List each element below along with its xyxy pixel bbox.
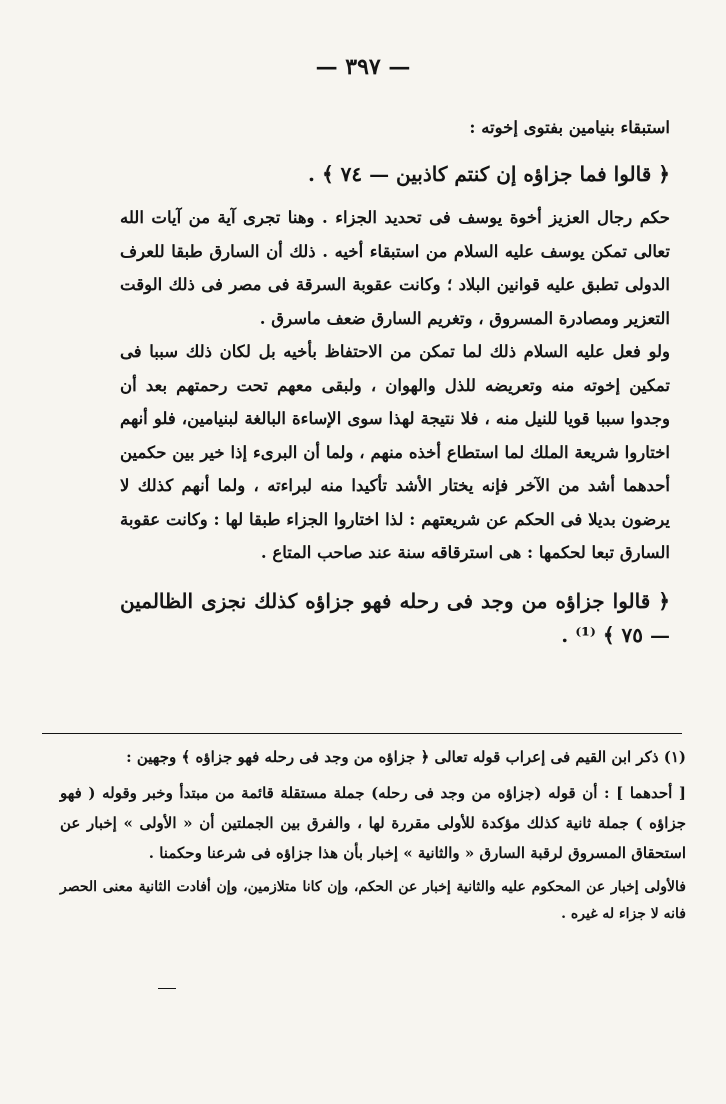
paragraph-1: حكم رجال العزيز أخوة يوسف فى تحديد الجزاء . وهنا تجرى آية من آيات الله تعالى تمكن يوسف عليه السلام من استبقاء أخيه . ذلك أن السارق طبقا للعرف الدولى تطبق عليه قوانين البلاد ؛ وكانت عقوبة السرقة فى مصر فى ذلك الوقت التعزير ومصادرة المسروق ، وتغريم السارق ضعف ماسرق . [120, 208, 670, 328]
footnote-1-conclusion: فالأولى إخبار عن المحكوم عليه والثانية إخبار عن الحكم، وإن كانا متلازمين، وإن أفادت الثانية معنى الحصر فانه لا جزاء له غيره . [60, 879, 686, 922]
verse-74: ﴿ قالوا فما جزاؤه إن كنتم كاذبين — ٧٤ ﴾ . [308, 162, 670, 186]
footnotes [60, 742, 686, 928]
section-heading: استبقاء بنيامين بفتوى إخوته : [469, 118, 670, 137]
footnote-divider [42, 733, 682, 734]
verse-75: ﴿ قالوا جزاؤه من وجد فى رحله فهو جزاؤه كذلك نجزى الظالمين — ٧٥ ﴾ ⁽¹⁾ . [120, 588, 670, 647]
continuation-dash [158, 988, 176, 989]
main-text [120, 118, 670, 662]
footnote-1: (١) ذكر ابن القيم فى إعراب قوله تعالى ﴿ جزاؤه من وجد فى رحله فهو جزاؤه ﴾ وجهين : [126, 748, 686, 766]
paragraph-2: ولو فعل عليه السلام ذلك لما تمكن من الاحتفاظ بأخيه بل لكان ذلك سببا فى تمكين إخوته منه وتعريضه للذل والهوان ، ولبقى معهم تحت رحمتهم بعد أن وجدوا سببا قويا للنيل منه ، فلا نتيجة لهذا سوى الإساءة البالغة لبنيامين، فلو أنهم اختاروا شريعة الملك لما استطاع أخذه منهم ، ولما أن البرىء إذا خير بين حكمين أحدهما أشد من الآخر فإنه يختار الأشد تأكيدا منه لبراءته ، ولما أنهم كذلك لا يرضون بديلا فى الحكم عن شريعتهم : لذا اختاروا الجزاء طبقا لها : وكانت عقوبة السارق تبعا لحكمها : هى استرقاقه سنة عند صاحب المتاع . [120, 342, 670, 562]
spacer [120, 570, 670, 584]
footnote-1-first-aspect: [ أحدهما ] : أن قوله (جزاؤه من وجد فى رحله) جملة مستقلة قائمة من مبتدأ وخبر وقوله ( فهو جزاؤه ) جملة ثانية كذلك مؤكدة للأولى مقررة لها ، والفرق بين الجملتين أن « الأولى » إخبار عن استحقاق المسروق لرقبة السارق « والثانية » إخبار بأن هذا جزاؤه فى شرعنا وحكمنا . [60, 784, 686, 862]
page-number: — ٣٩٧ — [315, 54, 411, 80]
